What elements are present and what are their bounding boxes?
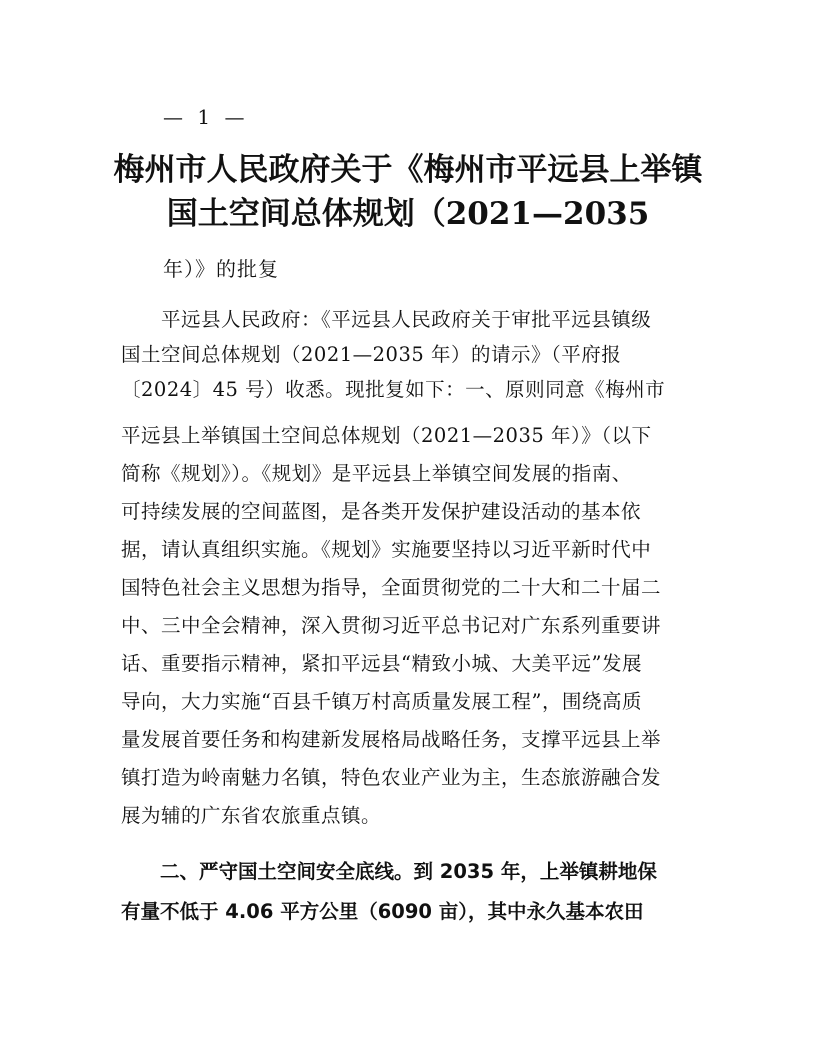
body-line: 量发展首要任务和构建新发展格局战略任务，支撑平远县上举 xyxy=(121,728,662,751)
page-number: — 1 — xyxy=(163,105,249,129)
body-line: 话、重要指示精神，紧扣平远县“精致小城、大美平远”发展 xyxy=(121,652,642,675)
body-line: 平远县人民政府：《平远县人民政府关于审批平远县镇级 xyxy=(121,308,652,331)
body-line: 平远县上举镇国土空间总体规划（2021—2035 年）》（以下 xyxy=(121,424,652,447)
document-title-line-2: 国土空间总体规划（2021—2035 xyxy=(166,196,650,232)
body-line: 简称《规划》）。《规划》是平远县上举镇空间发展的指南、 xyxy=(121,462,632,485)
body-line: 据，请认真组织实施。《规划》实施要坚持以习近平新时代中 xyxy=(121,538,652,561)
body-line: 中、三中全会精神，深入贯彻习近平总书记对广东系列重要讲 xyxy=(121,614,662,637)
body-line: 可持续发展的空间蓝图，是各类开发保护建设活动的基本依 xyxy=(121,500,642,523)
body-line: 国特色社会主义思想为指导，全面贯彻党的二十大和二十届二 xyxy=(121,576,662,599)
document-title-line-1: 梅州市人民政府关于《梅州市平远县上举镇 xyxy=(113,152,703,188)
document-title-continuation: 年）》的批复 xyxy=(163,257,279,281)
section-heading-line: 有量不低于 4.06 平方公里（6090 亩），其中永久基本农田 xyxy=(121,900,644,923)
body-line: 〔2024〕45 号）收悉。现批复如下：一、原则同意《梅州市 xyxy=(121,378,666,401)
body-line: 导向，大力实施“百县千镇万村高质量发展工程”，围绕高质 xyxy=(121,690,642,713)
body-line: 展为辅的广东省农旅重点镇。 xyxy=(121,804,382,827)
body-line: 国土空间总体规划（2021—2035 年）的请示》（平府报 xyxy=(121,343,622,366)
body-line: 镇打造为岭南魅力名镇，特色农业产业为主，生态旅游融合发 xyxy=(121,766,662,789)
section-heading-line: 二、严守国土空间安全底线。到 2035 年，上举镇耕地保 xyxy=(121,860,657,883)
